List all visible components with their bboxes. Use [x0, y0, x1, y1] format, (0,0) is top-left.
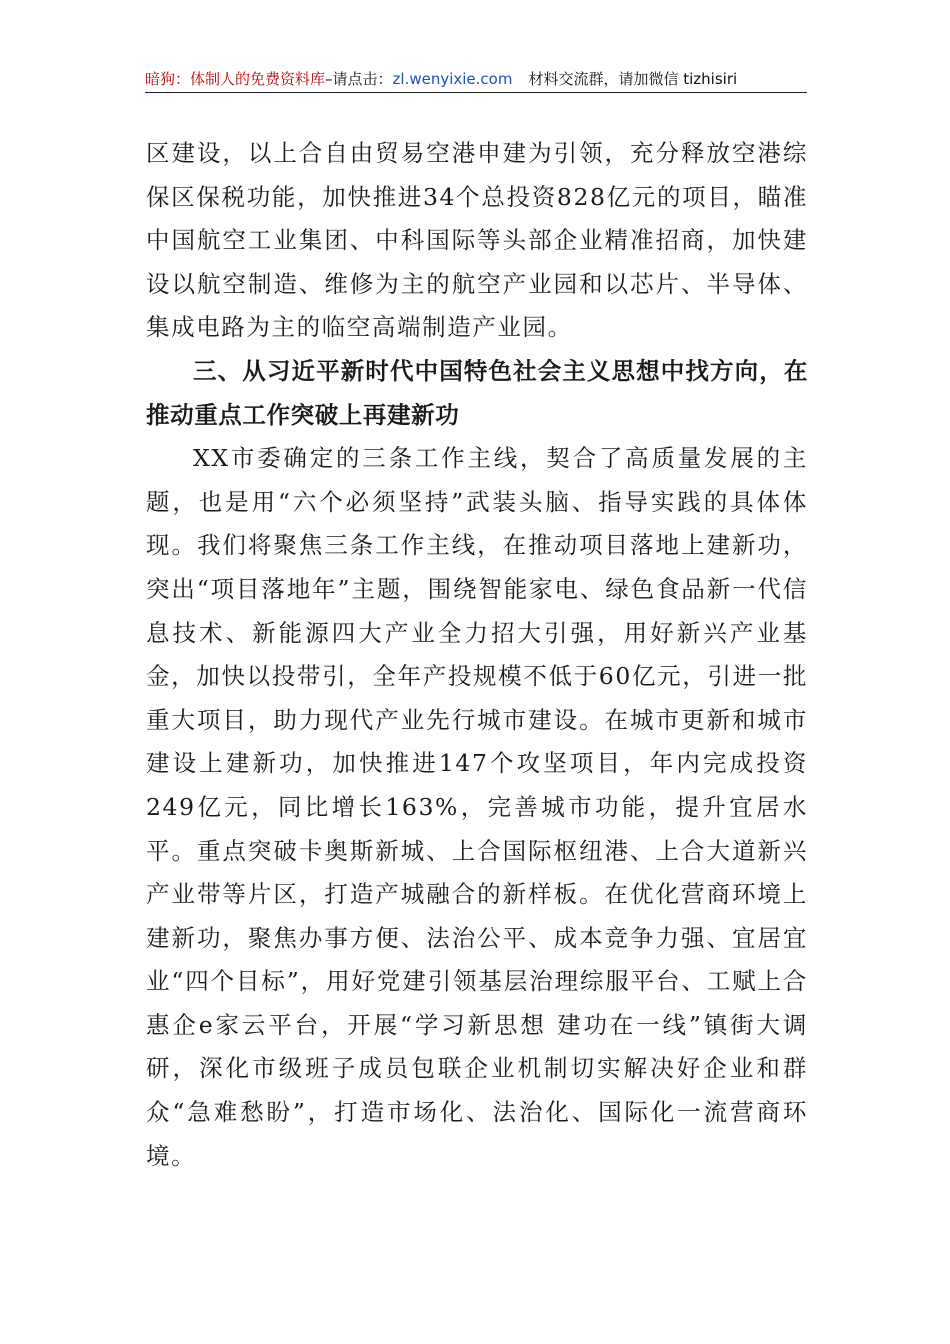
document-body — [146, 132, 808, 1178]
paragraph-2: XX市委确定的三条工作主线，契合了高质量发展的主题，也是用“六个必须坚持”武装头脑、指导实践的具体体现。我们将聚焦三条工作主线，在推动项目落地上建新功，突出“项目落地年”主题，围绕智能家电、绿色食品新一代信息技术、新能源四大产业全力招大引强，用好新兴产业基金，加快以投带引，全年产投规模不低于60亿元，引进一批重大项目，助力现代产业先行城市建设。在城市更新和城市建设上建新功，加快推进147个攻坚项目，年内完成投资249亿元，同比增长163%，完善城市功能，提升宜居水平。重点突破卡奥斯新城、上合国际枢纽港、上合大道新兴产业带等片区，打造产城融合的新样板。在优化营商环境上建新功，聚焦办事方便、法治公平、成本竞争力强、宜居宜业“四个目标”，用好党建引领基层治理综服平台、工赋上合惠企e家云平台，开展“学习新思想 建功在一线”镇街大调研，深化市级班子成员包联企业机制切实解决好企业和群众“急难愁盼”，打造市场化、法治化、国际化一流营商环境。 — [146, 444, 808, 1170]
page-header — [145, 68, 807, 93]
header-brand: 暗狗：体制人的免费资料库 — [145, 70, 326, 88]
header-click-prompt: –请点击： — [325, 70, 393, 88]
paragraph-1: 区建设，以上合自由贸易空港申建为引领，充分释放空港综保区保税功能，加快推进34个总投资828亿元的项目，瞄准中国航空工业集团、中科国际等头部企业精准招商，加快建设以航空制造、维修为主的航空产业园和以芯片、半导体、集成电路为主的临空高端制造产业园。 — [146, 139, 808, 342]
section-heading-3: 三、从习近平新时代中国特色社会主义思想中找方向，在推动重点工作突破上再建新功 — [146, 356, 808, 429]
header-wechat-note: 材料交流群，请加微信 tizhisiri — [528, 70, 738, 88]
header-url-link[interactable]: zl.wenyixie.com — [392, 70, 513, 88]
